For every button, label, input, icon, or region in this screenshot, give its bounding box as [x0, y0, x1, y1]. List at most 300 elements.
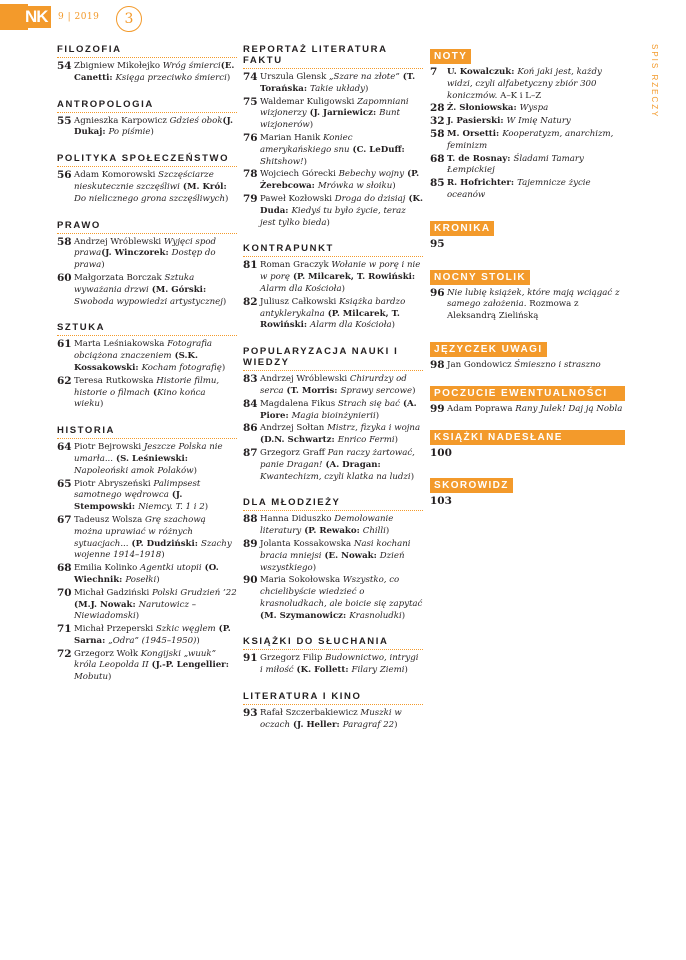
entry-suffix: )	[161, 550, 165, 561]
column-left	[57, 44, 237, 698]
reviewed-author: (O. Wiechnik:	[74, 563, 219, 585]
reviewed-author: (P. Milcarek, T. Rowiński:	[289, 272, 416, 283]
toc-section	[430, 44, 625, 202]
entry-text	[260, 72, 423, 96]
entry-text	[447, 178, 625, 202]
issue-number: 9 | 2019	[58, 12, 100, 22]
reviewed-title: Do nielicznego grona szczęśliwych	[74, 193, 226, 204]
toc-entry	[243, 539, 423, 574]
entry-author: Andrzej Wróblewski	[74, 236, 164, 247]
entry-page-number: 89	[243, 537, 258, 550]
reviewed-author: (P. Rewako:	[301, 526, 363, 537]
reviewed-author: M. Orsetti:	[447, 128, 503, 139]
entry-page-number: 74	[243, 71, 258, 83]
reviewed-title: Śladami Tamary Łempickiej	[447, 153, 584, 176]
entry-page-number: 56	[57, 169, 72, 182]
entry-page-number: 72	[57, 647, 72, 660]
entry-text	[260, 399, 423, 423]
entry-page-number: 60	[57, 271, 72, 284]
entry-page-number: 79	[243, 192, 258, 205]
entry-suffix: )	[303, 156, 307, 167]
reviewed-title: Kooperatyzm, anarchizm, feminizm	[447, 128, 614, 151]
entry-page-number: 84	[243, 397, 258, 410]
reviewed-author: (K. Follett:	[293, 665, 352, 676]
toc-entry	[430, 496, 625, 508]
toc-section	[430, 337, 625, 372]
reviewed-title: Dzień wszystkiego	[260, 550, 405, 573]
entry-page-number: 85	[430, 177, 445, 190]
entry-text	[74, 563, 237, 587]
side-label: SPIS RZECZY	[650, 44, 659, 119]
reviewed-title: Alarm dla Kościoła	[260, 283, 342, 294]
entry-suffix: )	[312, 562, 317, 573]
entry-title: Polski Grudzień ’22	[151, 587, 237, 598]
entry-text	[447, 496, 625, 508]
reviewed-title: Szachy wojenne 1914–1918	[74, 538, 232, 561]
toc-section	[57, 425, 237, 684]
entry-text	[74, 479, 237, 514]
entry-author: Piotr Abryszeński	[74, 478, 154, 489]
entry-text	[74, 170, 237, 205]
toc-section	[430, 473, 625, 508]
entry-title: „Szare na złote”	[329, 72, 400, 82]
entry-suffix: )	[394, 435, 399, 446]
entry-page-number: 7	[430, 66, 438, 78]
page-header	[0, 0, 150, 36]
entry-author: Paweł Kozłowski	[260, 193, 335, 204]
entry-title: Droga do dzisiaj	[334, 193, 406, 204]
toc-entry	[57, 624, 237, 648]
entry-author: Grzegorz Wołk	[74, 648, 141, 659]
column-right	[430, 44, 625, 522]
reviewed-author: (E. Canetti:	[74, 61, 235, 83]
entry-page-number: 86	[243, 422, 258, 435]
entry-page-number: 70	[57, 586, 72, 599]
entry-title: Szkic węglem	[155, 624, 216, 635]
entry-title: Koniec amerykańskiego snu	[260, 132, 353, 155]
reviewed-author: (S.K. Kossakowski:	[74, 351, 199, 373]
reviewed-author: (T. Torańska:	[260, 72, 416, 94]
entry-suffix: )	[222, 296, 227, 307]
entry-text	[260, 169, 423, 193]
toc-entry	[57, 649, 237, 684]
toc-entry	[57, 116, 237, 140]
entry-page-number: 68	[57, 562, 72, 575]
entry-author: Zbigniew Mikołejko	[74, 61, 163, 71]
section-heading: POPULARYZACJA NAUKI I WIEDZY	[243, 346, 423, 371]
magazine-logo: NK	[22, 6, 51, 28]
entry-title: Grę szachową można uprawiać w różnych sytuacjach...	[74, 514, 206, 549]
entry-page-number: 65	[57, 477, 72, 490]
entry-suffix: )	[394, 719, 398, 730]
entry-author: Jan Gondowicz	[447, 359, 515, 370]
entry-page-number: 99	[430, 402, 445, 415]
reviewed-author: (P. Żerebcowa:	[260, 169, 420, 192]
reviewed-title: Swoboda wypowiedzi artystycznej	[74, 296, 223, 307]
entry-author: Michał Gadziński	[74, 587, 152, 598]
entry-text	[447, 103, 625, 115]
toc-section	[243, 636, 423, 677]
section-heading: REPORTAŻ LITERATURA FAKTU	[243, 44, 423, 69]
section-heading: KONTRAPUNKT	[243, 243, 423, 257]
entry-text	[74, 237, 237, 272]
toc-section	[57, 99, 237, 140]
entry-text	[260, 374, 423, 398]
entry-text	[74, 515, 237, 562]
entry-page-number: 87	[243, 446, 258, 459]
entry-page-number: 98	[430, 358, 445, 371]
toc-section	[430, 386, 625, 416]
entry-page-number: 28	[430, 102, 445, 115]
entry-text	[447, 154, 625, 178]
entry-suffix: )	[221, 362, 226, 373]
entry-text	[447, 116, 625, 128]
reviewed-author: (M. Szymanowicz:	[260, 610, 350, 621]
toc-section	[57, 44, 237, 85]
reviewed-title: Kwantechizm, czyli klatka na ludzi	[260, 471, 411, 482]
entry-text	[447, 448, 625, 460]
entry-author: Juliusz Całkowski	[260, 296, 340, 307]
section-heading: ANTROPOLOGIA	[57, 99, 237, 113]
entry-text	[74, 61, 237, 85]
entry-suffix: )	[341, 283, 345, 294]
toc-entry	[243, 72, 423, 96]
reviewed-title: Chilli	[362, 526, 386, 537]
entry-suffix: )	[410, 471, 415, 482]
entry-title: Strach się bać	[337, 398, 400, 409]
entry-suffix: )	[326, 217, 330, 228]
entry-author: Adam Komorowski	[74, 170, 159, 181]
toc-entry	[243, 97, 423, 132]
toc-section	[57, 220, 237, 309]
entry-suffix: )	[193, 465, 197, 476]
section-heading: DLA MŁODZIEŻY	[243, 497, 423, 511]
entry-text	[447, 404, 625, 416]
toc-entry	[430, 239, 625, 251]
entry-author: Emilia Kolinko	[74, 563, 141, 574]
reviewed-title: Dostęp do prawa	[74, 248, 216, 271]
section-heading: NOTY	[430, 49, 471, 64]
entry-text	[260, 194, 423, 229]
toc-entry	[430, 404, 625, 416]
toc-entry	[430, 154, 625, 178]
reviewed-title: Wyspa	[519, 103, 549, 114]
entry-suffix: )	[392, 181, 396, 192]
reviewed-author: (K. Duda:	[260, 193, 423, 216]
toc-entry	[243, 575, 423, 622]
reviewed-author: (J. Heller:	[290, 719, 343, 730]
reviewed-title: Posełki	[125, 574, 157, 585]
entry-suffix: )	[404, 665, 408, 676]
entry-page-number: 103	[430, 495, 452, 508]
entry-text	[74, 339, 237, 374]
toc-entry	[57, 339, 237, 374]
toc-section	[243, 44, 423, 229]
reviewed-title: Bunt wizjonerów	[260, 108, 400, 131]
reviewed-author: (P. Dudziński:	[128, 538, 201, 549]
reviewed-title: Księga przeciwko śmierci	[115, 72, 227, 83]
entry-author: Maria Sokołowska	[260, 575, 343, 586]
toc-entry	[57, 273, 237, 308]
entry-suffix: )	[309, 120, 314, 131]
entry-suffix: )	[101, 260, 105, 271]
reviewed-title: Napoleoński amok Polaków	[74, 465, 194, 476]
entry-title: Kongijski „wuuk” króla Leopolda II	[74, 648, 217, 671]
entry-title: Nasi kochani bracia mniejsi	[260, 538, 411, 561]
section-heading: FILOZOFIA	[57, 44, 237, 58]
entry-text	[74, 116, 237, 140]
section-heading: POLITYKA SPOŁECZEŃSTWO	[57, 153, 237, 167]
entry-page-number: 83	[243, 373, 258, 386]
entry-page-number: 96	[430, 286, 445, 299]
reviewed-author: U. Kowalczuk:	[447, 67, 518, 77]
column-middle	[243, 44, 423, 746]
reviewed-author: (M. Król:	[179, 181, 227, 192]
entry-page-number: 90	[243, 574, 258, 587]
toc-entry	[430, 288, 625, 323]
entry-author: Jolanta Kossakowska	[260, 538, 354, 549]
toc-section	[57, 322, 237, 411]
entry-text	[260, 514, 423, 538]
entry-author: Marian Hanik	[260, 132, 324, 143]
entry-page-number: 54	[57, 60, 72, 72]
section-heading: KSIĄŻKI NADESŁANE	[430, 430, 625, 445]
toc-entry	[430, 67, 625, 102]
reviewed-title: Takie układy	[310, 83, 365, 94]
reviewed-title: Kocham fotografię	[141, 362, 222, 373]
toc-section	[243, 243, 423, 332]
reviewed-title: Po piśmie	[108, 127, 151, 138]
entry-title: Palimpsest samotnego wędrowca	[74, 478, 201, 501]
entry-suffix: )	[226, 72, 231, 83]
toc-section	[430, 265, 625, 323]
reviewed-author: J. Pasierski:	[447, 116, 507, 127]
toc-entry	[430, 360, 625, 372]
entry-text	[447, 129, 625, 153]
reviewed-title: Paragraf 22	[342, 719, 395, 730]
toc-entry	[243, 194, 423, 229]
entry-suffix: )	[135, 611, 140, 622]
toc-entry	[243, 260, 423, 295]
entry-text	[74, 588, 237, 623]
reviewed-author: Ż. Słoniowska:	[447, 103, 520, 114]
reviewed-title: Magia bioinżynierii	[291, 410, 376, 421]
entry-title: Książka bardzo antyklerykalna	[260, 296, 406, 319]
entry-text	[260, 97, 423, 132]
toc-section	[243, 691, 423, 732]
toc-entry	[430, 103, 625, 115]
entry-suffix: )	[108, 672, 112, 683]
entry-page-number: 71	[57, 623, 72, 636]
entry-text	[260, 539, 423, 574]
reviewed-author: (J.-P. Lengellier:	[148, 660, 229, 671]
toc-entry	[430, 448, 625, 460]
entry-text	[260, 260, 423, 295]
reviewed-title: Sprawy sercowe	[340, 385, 413, 396]
reviewed-author: (J. Winczorek:	[101, 248, 172, 259]
entry-page-number: 78	[243, 168, 258, 181]
entry-page-number: 68	[430, 152, 445, 165]
toc-entry	[243, 708, 423, 732]
reviewed-author: (T. Morris:	[283, 385, 341, 396]
reviewed-title: Mobutu	[74, 672, 108, 683]
reviewed-author: (P. Milcarek, T. Rowiński:	[260, 308, 400, 331]
entry-title: Gdzieś obok	[169, 115, 223, 126]
entry-author: Małgorzata Borczak	[74, 272, 165, 283]
entry-title: Rany Julek! Daj ją Nobla	[515, 403, 623, 414]
reviewed-author: (M. Górski:	[148, 284, 207, 295]
toc-entry	[243, 514, 423, 538]
entry-author: Grzegorz Graff	[260, 447, 328, 458]
reviewed-title: Alarm dla Kościoła	[310, 320, 392, 331]
entry-author: Tadeusz Wolsza	[74, 514, 145, 525]
entry-text	[447, 288, 625, 323]
entry-suffix: )	[391, 320, 395, 331]
entry-page-number: 67	[57, 513, 72, 526]
entry-suffix: )	[99, 399, 104, 410]
toc-entry	[430, 178, 625, 202]
entry-author: Urszula Glensk	[260, 72, 330, 82]
entry-author: Andrzej Sołtan	[260, 423, 328, 434]
reviewed-author: T. de Rosnay:	[447, 153, 514, 164]
reviewed-author: R. Hofrichter:	[447, 178, 518, 189]
entry-title: Chirurdzy od serca	[260, 374, 407, 396]
entry-title: Jeszcze Polska nie umarła...	[74, 442, 223, 464]
entry-text	[74, 624, 237, 648]
toc-entry	[243, 653, 423, 677]
entry-suffix: A–K i L–Z	[497, 90, 542, 101]
toc-entry	[243, 297, 423, 332]
entry-page-number: 62	[57, 374, 72, 387]
entry-suffix: )	[156, 574, 160, 585]
toc-entry	[57, 237, 237, 272]
entry-text	[260, 653, 423, 677]
entry-page-number: 91	[243, 652, 258, 665]
entry-author: Magdalena Fikus	[260, 398, 338, 409]
entry-author: Grzegorz Filip	[260, 653, 326, 664]
reviewed-title: Kino końca wieku	[74, 387, 206, 410]
toc-entry	[57, 588, 237, 623]
entry-page-number: 58	[57, 235, 72, 248]
entry-title: Historie filmu, historie o filmach	[74, 375, 220, 398]
entry-suffix: )	[401, 610, 406, 621]
entry-title: Pan raczy żartować, panie Dragan!	[260, 447, 415, 470]
section-heading: NOCNY STOLIK	[430, 270, 530, 285]
toc-entry	[430, 129, 625, 153]
entry-page-number: 100	[430, 446, 452, 459]
reviewed-title: Filary Ziemi	[351, 665, 405, 676]
entry-author: Adam Poprawa	[447, 403, 516, 414]
entry-text	[74, 649, 237, 684]
entry-text	[447, 239, 625, 251]
reviewed-title: Shitshow!	[260, 156, 304, 167]
entry-page-number: 75	[243, 95, 258, 108]
entry-suffix: )	[365, 83, 369, 94]
entry-title: Wszystko, co chcielibyście wiedzieć o krasnoludkach, ale boicie się zapytać	[260, 575, 423, 609]
entry-text	[74, 376, 237, 411]
toc-section	[243, 346, 423, 483]
section-heading: SKOROWIDZ	[430, 478, 513, 493]
section-heading: KRONIKA	[430, 221, 494, 236]
entry-suffix: )	[150, 127, 154, 138]
entry-text	[260, 133, 423, 168]
entry-author: Agnieszka Karpowicz	[74, 115, 170, 126]
entry-text	[260, 297, 423, 332]
entry-page-number: 81	[243, 259, 258, 272]
entry-title: Śmiesznо i strasznо	[514, 359, 601, 370]
entry-page-number: 61	[57, 338, 72, 351]
entry-text	[74, 273, 237, 308]
reviewed-author: (J. Dukaj:	[74, 115, 233, 138]
toc-entry	[57, 479, 237, 514]
entry-title: Demolowanie literatury	[260, 514, 394, 537]
entry-suffix: Rozmowa z Aleksandrą Zielińską	[447, 299, 579, 322]
entry-title: Wróg śmierci	[162, 61, 221, 71]
toc-entry	[57, 563, 237, 587]
reviewed-author: (	[150, 387, 158, 398]
entry-page-number: 82	[243, 295, 258, 308]
entry-author: Rafał Szczerbakiewicz	[260, 708, 361, 719]
entry-suffix: )	[225, 193, 229, 204]
entry-title: Wołanie w porę i nie w porę	[260, 260, 421, 283]
entry-text	[260, 708, 423, 732]
toc-entry	[243, 399, 423, 423]
reviewed-title: Narutowicz – Niewiadomski	[74, 599, 197, 622]
entry-title: Szczęściarze nieskutecznie szczęśliwi	[74, 170, 214, 192]
entry-author: Marta Leśniakowska	[74, 339, 168, 350]
entry-author: Roman Graczyk	[260, 260, 332, 271]
entry-text	[447, 67, 625, 102]
toc-section	[243, 497, 423, 622]
reviewed-title: Enrico Fermi	[337, 435, 395, 446]
toc-entry	[243, 133, 423, 168]
entry-author: Andrzej Wróblewski	[260, 374, 350, 385]
reviewed-author: (D.N. Schwartz:	[260, 435, 338, 446]
reviewed-author: (C. LeDuff:	[349, 144, 405, 155]
section-heading: POCZUCIE EWENTUALNOŚCI	[430, 386, 625, 401]
reviewed-author: (J. Stempowski:	[74, 490, 183, 513]
reviewed-author: (M.J. Nowak:	[74, 599, 139, 610]
toc-section	[57, 153, 237, 205]
entry-title: Nie lubię książek, które mają wciągać z samego założenia.	[447, 287, 620, 310]
entry-suffix: )	[196, 635, 200, 646]
entry-title: Budownictwo, intrygi i miłość	[260, 653, 419, 676]
entry-author: Hanna Diduszko	[260, 514, 335, 525]
entry-author: Piotr Bejrowski	[74, 442, 144, 453]
entry-text	[447, 360, 625, 372]
section-heading: PRAWO	[57, 220, 237, 234]
reviewed-author: (A. Dragan:	[322, 459, 381, 470]
page-number: 3	[116, 6, 142, 32]
reviewed-author: (A. Piore:	[260, 398, 417, 421]
entry-text	[260, 423, 423, 447]
toc-entry	[57, 61, 237, 85]
toc-entry	[57, 170, 237, 205]
entry-title: Bebechy wojny	[338, 169, 405, 180]
entry-page-number: 76	[243, 131, 258, 144]
reviewed-title: Kiedyś tu było życie, teraz jest tylko bieda	[260, 205, 406, 228]
entry-title: Muszki w oczach	[260, 708, 402, 730]
entry-title: Zapomniani wizjonerzy	[260, 96, 409, 119]
toc-entry	[243, 448, 423, 483]
entry-page-number: 32	[430, 115, 445, 128]
entry-title: Wyjęci spod prawa	[74, 236, 217, 259]
toc-entry	[243, 423, 423, 447]
section-heading: SZTUKA	[57, 322, 237, 336]
entry-title: Mistrz, fizyka i wojna	[327, 423, 421, 434]
reviewed-author: (J. Jarniewicz:	[306, 108, 380, 119]
section-heading: HISTORIA	[57, 425, 237, 439]
